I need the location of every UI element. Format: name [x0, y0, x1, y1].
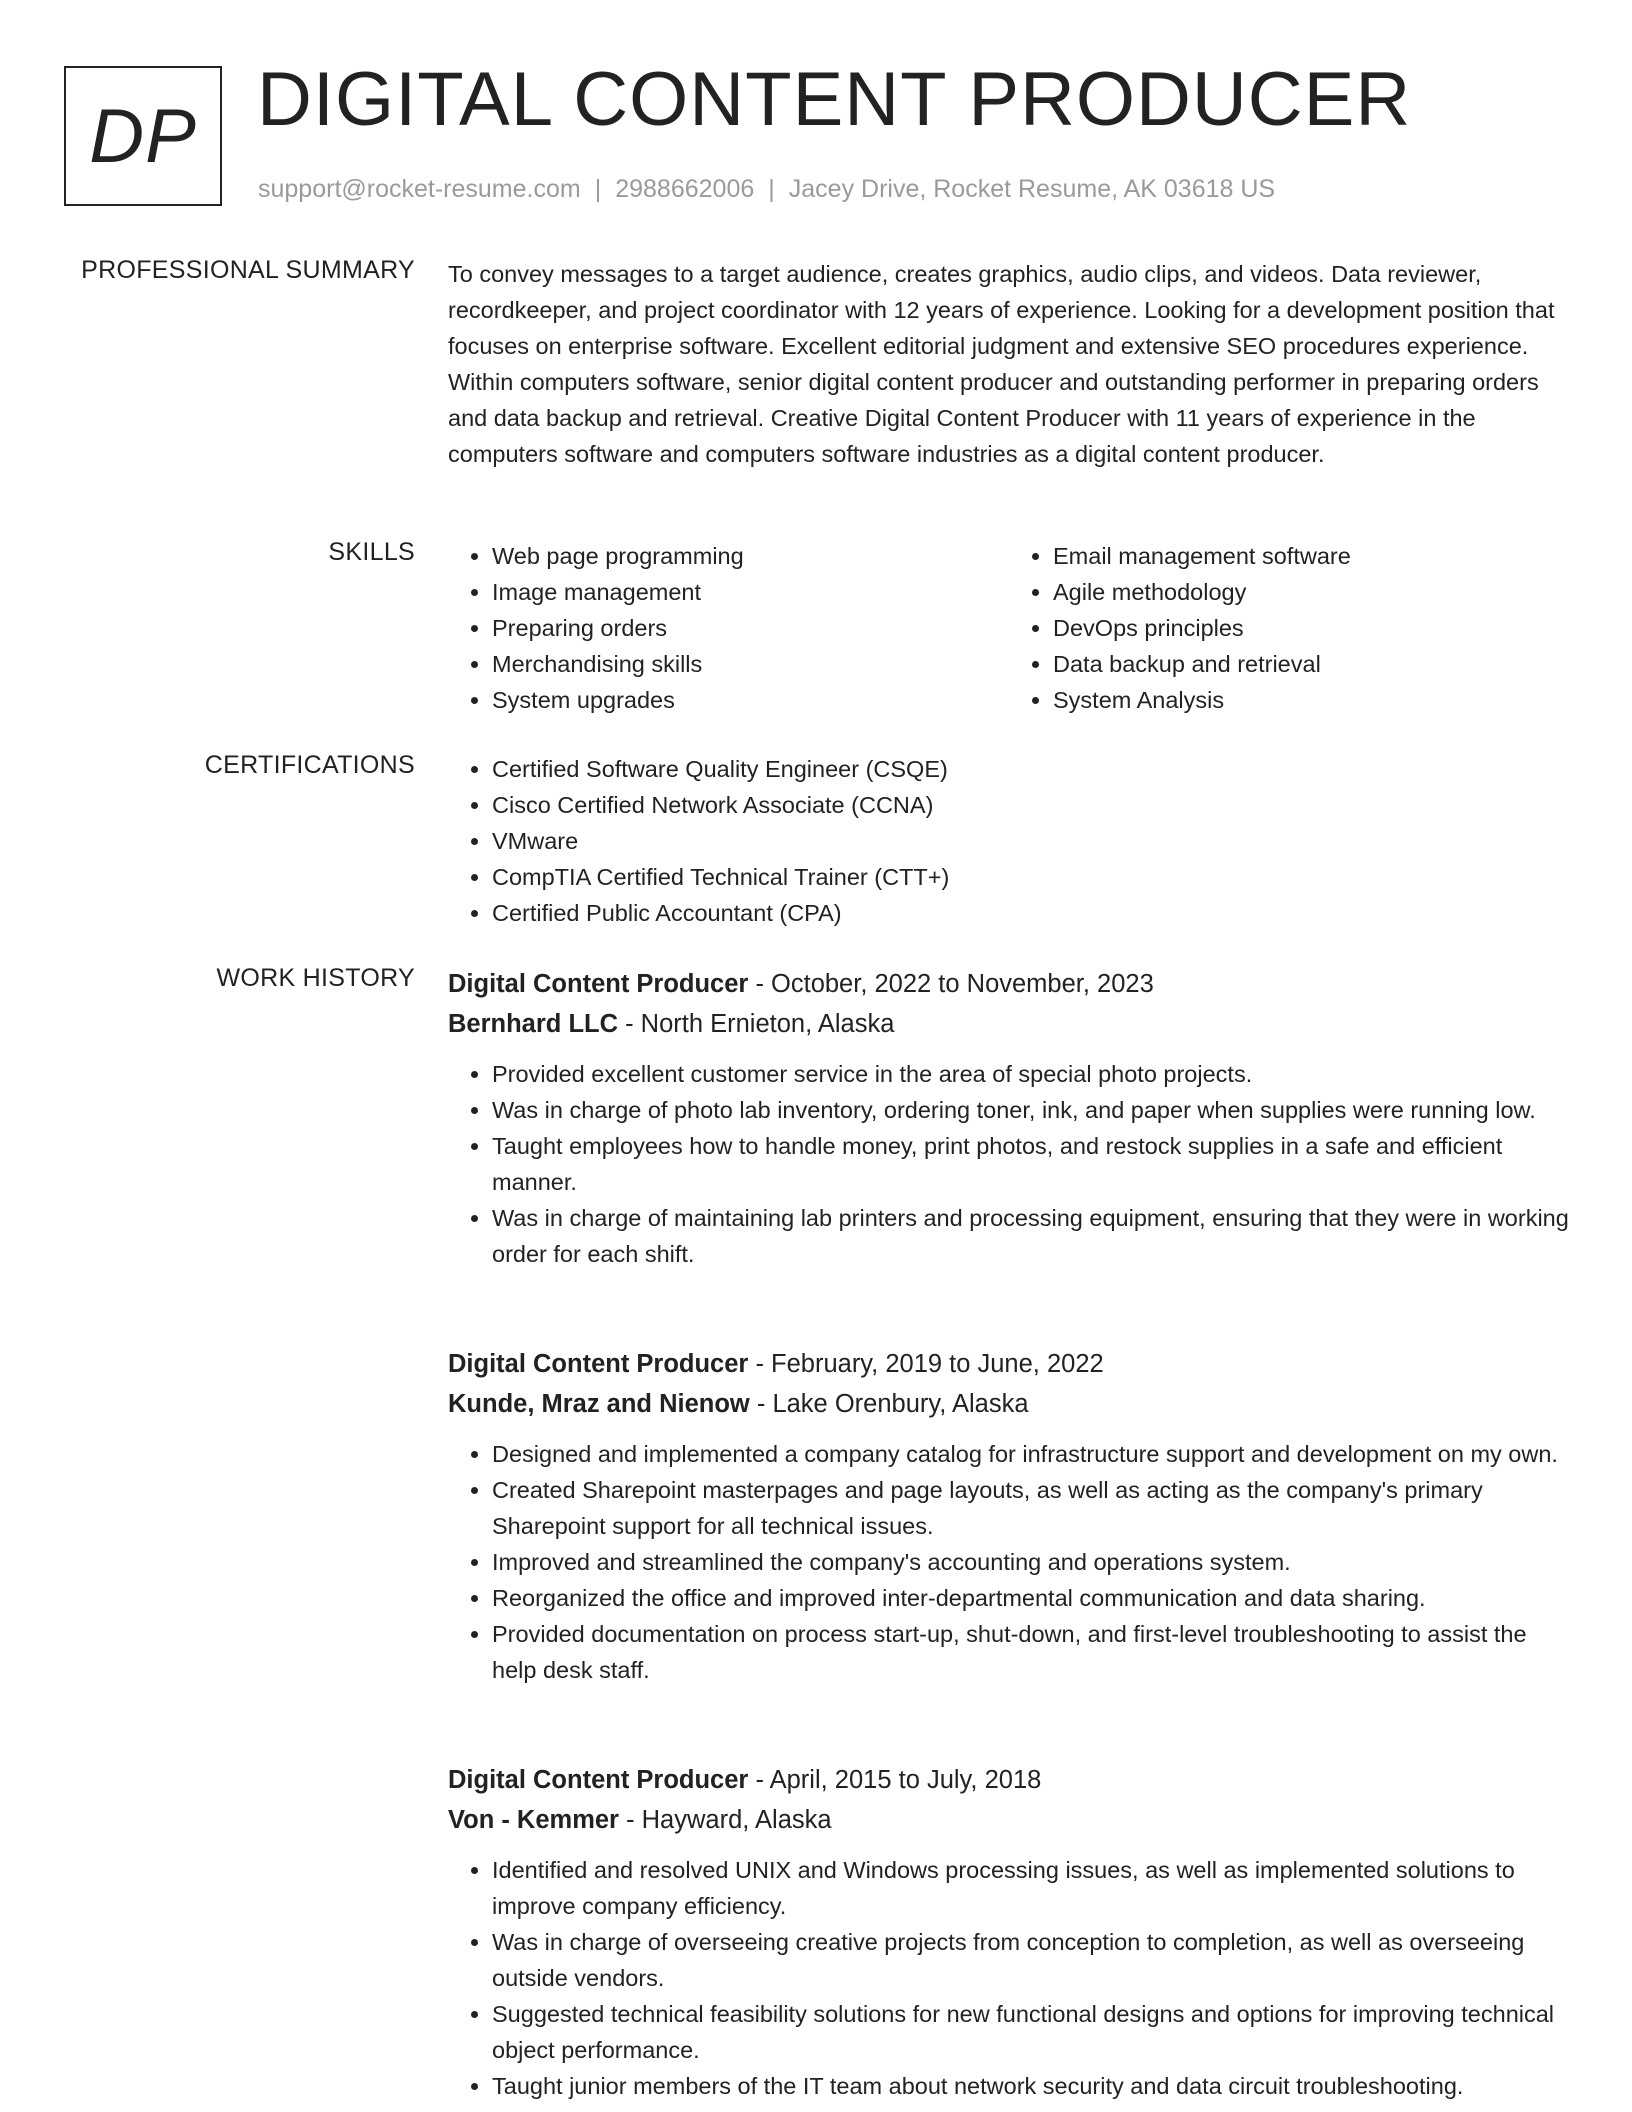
- monogram-initials: DP: [89, 93, 197, 179]
- contact-line: [258, 175, 1275, 204]
- job-title-line: [448, 964, 1570, 1004]
- skill-item: • DevOps principles: [1053, 610, 1570, 646]
- job-bullets: [448, 1852, 1570, 2104]
- job-company: Kunde, Mraz and Nienow: [448, 1390, 750, 1418]
- job-company: Von - Kemmer: [448, 1806, 619, 1834]
- job-bullet: • Provided excellent customer service in the area of special photo projects.: [492, 1056, 1570, 1092]
- monogram-box: [64, 66, 222, 206]
- skills-list-col2: [1009, 538, 1570, 718]
- skill-item: • Email management software: [1053, 538, 1570, 574]
- job-bullet: • Was in charge of overseeing creative projects from conception to completion, as well as overseeing outside vendors.: [492, 1924, 1570, 1996]
- job-title: Digital Content Producer: [448, 1766, 749, 1794]
- skill-item: • System upgrades: [492, 682, 1009, 718]
- contact-email: support@rocket-resume.com: [258, 175, 581, 203]
- certifications-body: [448, 751, 1570, 931]
- contact-phone: 2988662006: [615, 175, 755, 203]
- contact-address: Jacey Drive, Rocket Resume, AK 03618 US: [788, 175, 1276, 203]
- job-location: - Hayward, Alaska: [618, 1806, 832, 1834]
- job-company: Bernhard LLC: [448, 1010, 619, 1038]
- section-label-skills: SKILLS: [328, 538, 415, 566]
- job-bullet: • Identified and resolved UNIX and Windows processing issues, as well as implemented solutions to improve company efficiency.: [492, 1852, 1570, 1924]
- job-location: - Lake Orenbury, Alaska: [749, 1390, 1029, 1418]
- job-entry: [448, 1760, 1570, 2104]
- resume-title: DIGITAL CONTENT PRODUCER: [257, 57, 1412, 142]
- job-title-line: [448, 1760, 1570, 1800]
- job-bullet: • Reorganized the office and improved inter-departmental communication and data sharing.: [492, 1580, 1570, 1616]
- job-bullet: • Suggested technical feasibility solutions for new functional designs and options for improving technical object performance.: [492, 1996, 1570, 2068]
- job-bullets: [448, 1056, 1570, 1272]
- summary-text: To convey messages to a target audience, creates graphics, audio clips, and videos. Data reviewer, recordkeeper, and project coordinator with 12 years of experience. Looking for a development position that focuses on enterprise software. Excellent editorial judgment and extensive SEO procedures experience. Within computers software, senior digital content producer and outstanding performer in preparing orders and data backup and retrieval. Creative Digital Content Producer with 11 years of experience in the computers software and computers software industries as a digital content producer.: [448, 261, 1555, 467]
- contact-separator: |: [594, 175, 602, 203]
- job-company-line: [448, 1800, 1570, 1840]
- job-bullet: • Was in charge of photo lab inventory, ordering toner, ink, and paper when supplies were running low.: [492, 1092, 1570, 1128]
- job-title: Digital Content Producer: [448, 1350, 749, 1378]
- skill-item: • Data backup and retrieval: [1053, 646, 1570, 682]
- section-label-work-history: WORK HISTORY: [216, 964, 415, 992]
- job-bullets: [448, 1436, 1570, 1688]
- certification-item: • CompTIA Certified Technical Trainer (CTT+): [492, 859, 1570, 895]
- job-dates: - April, 2015 to July, 2018: [748, 1766, 1042, 1794]
- job-bullet: • Designed and implemented a company catalog for infrastructure support and development on my own.: [492, 1436, 1570, 1472]
- job-entry: [448, 964, 1570, 1272]
- section-label-summary: PROFESSIONAL SUMMARY: [81, 256, 415, 284]
- job-bullet: • Provided documentation on process start-up, shut-down, and first-level troubleshooting to assist the help desk staff.: [492, 1616, 1570, 1688]
- job-location: - North Ernieton, Alaska: [618, 1010, 895, 1038]
- job-bullet: • Taught junior members of the IT team about network security and data circuit troubleshooting.: [492, 2068, 1570, 2104]
- certification-item: • VMware: [492, 823, 1570, 859]
- skill-item: • Web page programming: [492, 538, 1009, 574]
- job-title-line: [448, 1344, 1570, 1384]
- skill-item: • Agile methodology: [1053, 574, 1570, 610]
- certification-item: • Cisco Certified Network Associate (CCNA): [492, 787, 1570, 823]
- job-dates: - February, 2019 to June, 2022: [748, 1350, 1104, 1378]
- job-entry: [448, 1344, 1570, 1688]
- certification-item: • Certified Software Quality Engineer (CSQE): [492, 751, 1570, 787]
- skill-item: • System Analysis: [1053, 682, 1570, 718]
- skill-item: • Image management: [492, 574, 1009, 610]
- certification-item: • Certified Public Accountant (CPA): [492, 895, 1570, 931]
- job-bullet: • Improved and streamlined the company's accounting and operations system.: [492, 1544, 1570, 1580]
- job-company-line: [448, 1004, 1570, 1044]
- job-dates: - October, 2022 to November, 2023: [748, 970, 1154, 998]
- job-bullet: • Created Sharepoint masterpages and page layouts, as well as acting as the company's primary Sharepoint support for all technical issues.: [492, 1472, 1570, 1544]
- job-company-line: [448, 1384, 1570, 1424]
- summary-body: [448, 256, 1570, 472]
- section-label-certifications: CERTIFICATIONS: [204, 751, 415, 779]
- skills-body: [448, 538, 1570, 718]
- job-bullet: • Was in charge of maintaining lab printers and processing equipment, ensuring that they were in working order for each shift.: [492, 1200, 1570, 1272]
- skill-item: • Preparing orders: [492, 610, 1009, 646]
- certifications-list: [448, 751, 1570, 931]
- skill-item: • Merchandising skills: [492, 646, 1009, 682]
- skills-list-col1: [448, 538, 1009, 718]
- job-title: Digital Content Producer: [448, 970, 749, 998]
- job-bullet: • Taught employees how to handle money, print photos, and restock supplies in a safe and efficient manner.: [492, 1128, 1570, 1200]
- contact-separator: |: [768, 175, 775, 203]
